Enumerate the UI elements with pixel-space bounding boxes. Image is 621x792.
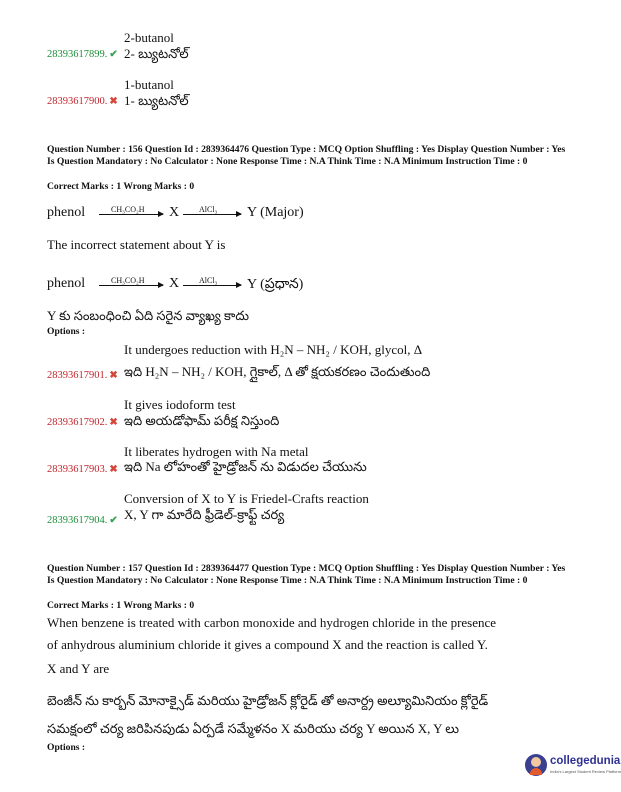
question-meta: Question Number : 157 Question Id : 2839364477 Question Type : MCQ Option Shuffling : Yes Display Question Number : Yes Is Question Mandatory : No Calculator : None Response Time : N.A Think Time : N.A Minimum Instruction Time : 0	[47, 563, 566, 586]
option-text-en: It liberates hydrogen with Na metal	[124, 444, 309, 459]
cross-icon: ✖	[109, 417, 118, 428]
intermediate: X	[169, 276, 180, 291]
mascot-icon	[525, 754, 547, 776]
option-id: 28393617903. ✖	[47, 464, 118, 475]
question-stem-te-line1: బెంజీన్ ను కార్బన్ మోనాక్సైడ్ మరియు హైడ్రోజన్ క్లోరైడ్ తో అనార్ద్ర అల్యూమినియం క్లోరైడ్	[47, 693, 489, 708]
option-id: 28393617904. ✔	[47, 515, 118, 526]
reaction-arrow-icon	[183, 214, 241, 215]
product: Y (Major)	[247, 205, 304, 220]
option-text-en: 2-butanol	[124, 30, 174, 45]
reagent: CH₃CO₂H	[111, 276, 145, 285]
option-text-te: X, Y గా మారేది ఫ్రీడెల్-క్రాఫ్ట్ చర్య	[124, 507, 285, 522]
question-stem-te: Y కు సంబంధించి ఏది సరైన వ్యాఖ్య కాదు	[47, 308, 250, 323]
reagent: CH₃CO₂H	[111, 205, 145, 214]
option-text-te: ఇది H₂N – NH₂ / KOH, గ్లైకాల్, Δ తో క్షయకరణం చెందుతుంది	[124, 364, 431, 379]
option-text-te: ఇది అయడోఫామ్ పరీక్ష నిస్తుంది	[124, 413, 280, 428]
product: Y (ప్రధాన)	[247, 277, 304, 292]
logo-tagline: India's Largest Student Review Platform	[550, 769, 621, 774]
reactant: phenol	[47, 205, 86, 220]
option-text-en: Conversion of X to Y is Friedel-Crafts reaction	[124, 491, 369, 506]
option-id: 28393617901. ✖	[47, 370, 118, 381]
question-stem-en-line1: When benzene is treated with carbon monoxide and hydrogen chloride in the presence	[47, 615, 497, 630]
option-text-en: It undergoes reduction with H₂N – NH₂ / KOH, glycol, Δ	[124, 342, 423, 357]
reactant: phenol	[47, 276, 86, 291]
option-text-en: 1-butanol	[124, 77, 174, 92]
collegedunia-logo	[525, 752, 621, 782]
option-id: 28393617902. ✖	[47, 417, 118, 428]
question-stem-en-line3: X and Y are	[47, 661, 110, 676]
cross-icon: ✖	[109, 370, 118, 381]
intermediate: X	[169, 205, 180, 220]
question-stem-en: The incorrect statement about Y is	[47, 237, 226, 252]
reaction-arrow-icon	[99, 285, 163, 286]
option-id: 28393617900. ✖	[47, 96, 118, 107]
option-text-en: It gives iodoform test	[124, 397, 236, 412]
option-text-te: 1- బ్యుటనోల్	[124, 93, 189, 108]
reagent: AlCl₃	[199, 205, 218, 214]
reagent: AlCl₃	[199, 276, 218, 285]
question-marks: Correct Marks : 1 Wrong Marks : 0	[47, 181, 195, 192]
check-icon: ✔	[109, 49, 118, 60]
logo-name: collegedunia	[550, 755, 621, 767]
question-marks: Correct Marks : 1 Wrong Marks : 0	[47, 600, 195, 611]
option-text-te: 2- బ్యుటనోల్	[124, 46, 189, 61]
cross-icon: ✖	[109, 464, 118, 475]
question-meta: Question Number : 156 Question Id : 2839364476 Question Type : MCQ Option Shuffling : Yes Display Question Number : Yes Is Question Mandatory : No Calculator : None Response Time : N.A Think Time : N.A Minimum Instruction Time : 0	[47, 144, 566, 167]
option-id: 28393617899. ✔	[47, 49, 118, 60]
question-stem-en-line2: of anhydrous aluminium chloride it gives a compound X and the reaction is called Y.	[47, 637, 488, 652]
reaction-arrow-icon	[99, 214, 163, 215]
cross-icon: ✖	[109, 96, 118, 107]
options-label: Options :	[47, 742, 86, 753]
check-icon: ✔	[109, 515, 118, 526]
question-stem-te-line2: సమక్షంలో చర్య జరిపినపుడు ఏర్పడే సమ్మేళనం X మరియు చర్య Y అయిన X, Y లు	[47, 721, 460, 736]
option-text-te: ఇది Na లోహంతో హైడ్రోజన్ ను విడుదల చేయును	[124, 459, 367, 474]
reaction-arrow-icon	[183, 285, 241, 286]
options-label: Options :	[47, 326, 86, 337]
